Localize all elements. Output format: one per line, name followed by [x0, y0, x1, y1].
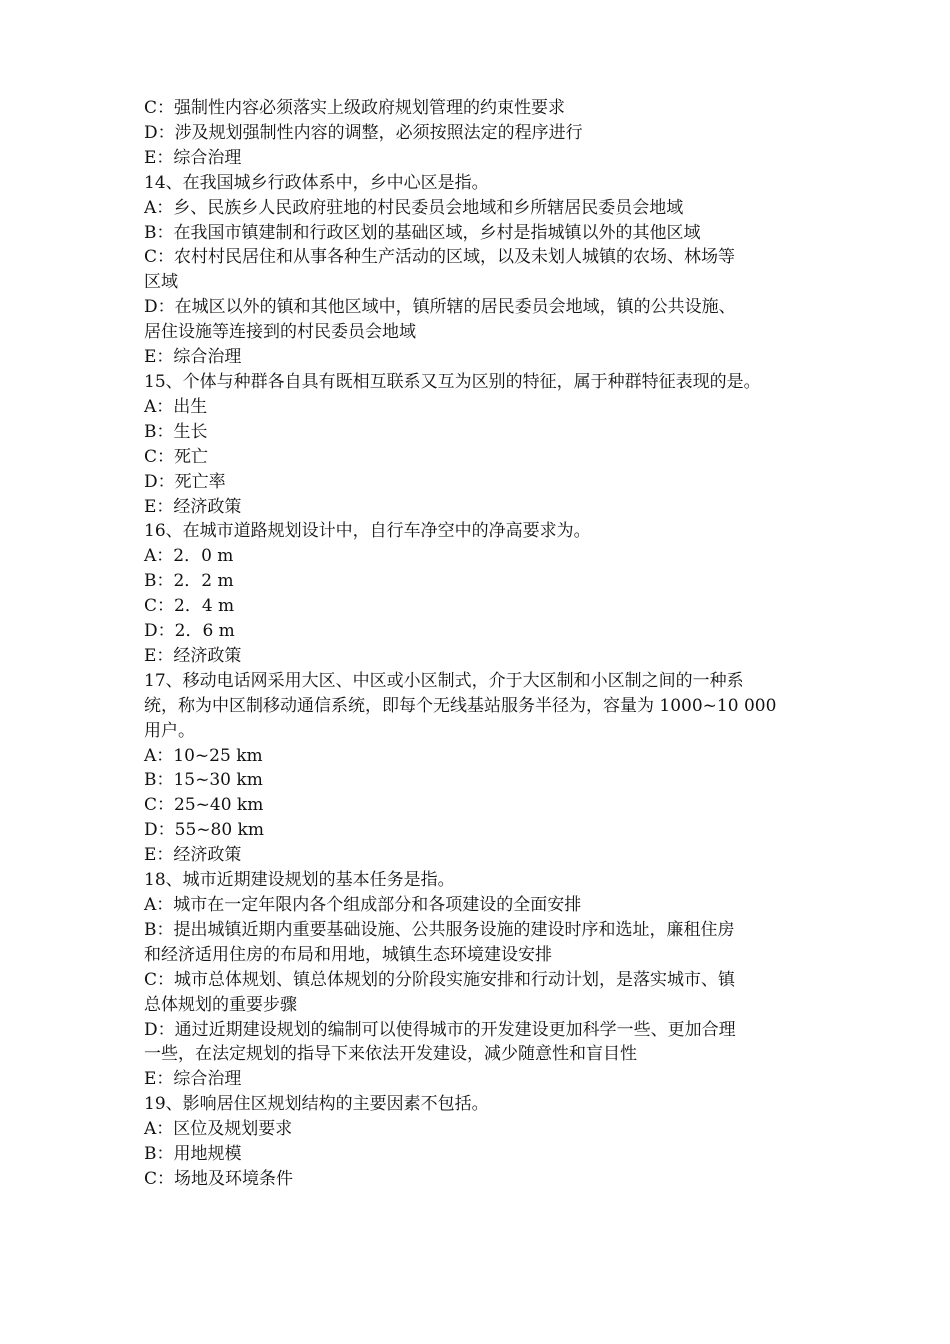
option-line: C：2．4 m: [144, 596, 235, 617]
option-line: B：2．2 m: [144, 571, 234, 592]
option-line: C：城市总体规划、镇总体规划的分阶段实施安排和行动计划，是落实城市、镇: [144, 969, 736, 990]
option-line: B：在我国市镇建制和行政区划的基础区域，乡村是指城镇以外的其他区域: [144, 222, 701, 243]
question-14: 14、在我国城乡行政体系中，乡中心区是指。: [144, 172, 489, 193]
option-line: B：15~30 km: [144, 770, 263, 791]
option-line: E：综合治理: [144, 1069, 242, 1090]
option-line: B：生长: [144, 421, 208, 442]
option-line: E：综合治理: [144, 347, 242, 368]
option-line: C：农村村民居住和从事各种生产活动的区域，以及未划人城镇的农场、林场等: [144, 247, 736, 268]
option-line: D：55~80 km: [144, 820, 264, 841]
option-line-continued: 居住设施等连接到的村民委员会地域: [144, 322, 416, 343]
option-line-continued: 和经济适用住房的布局和用地，城镇生态环境建设安排: [144, 944, 552, 965]
option-line: D：在城区以外的镇和其他区域中，镇所辖的居民委员会地域，镇的公共设施、: [144, 297, 736, 318]
question-15: 15、个体与种群各自具有既相互联系又互为区别的特征，属于种群特征表现的是。: [144, 371, 761, 392]
option-line: A：2．0 m: [144, 546, 234, 567]
question-19: 19、影响居住区规划结构的主要因素不包括。: [144, 1094, 489, 1115]
option-line: A：出生: [144, 396, 208, 417]
option-line: B：用地规模: [144, 1144, 242, 1165]
option-line: E：综合治理: [144, 147, 242, 168]
option-line: D：2．6 m: [144, 621, 235, 642]
option-line: A：10~25 km: [144, 745, 263, 766]
option-line: E：经济政策: [144, 845, 242, 866]
question-18: 18、城市近期建设规划的基本任务是指。: [144, 870, 455, 891]
option-line: E：经济政策: [144, 645, 242, 666]
question-17: 17、移动电话网采用大区、中区或小区制式，介于大区制和小区制之间的一种系: [144, 670, 744, 691]
option-line: D：通过近期建设规划的编制可以使得城市的开发建设更加科学一些、更加合理: [144, 1019, 736, 1040]
option-line: C：强制性内容必须落实上级政府规划管理的约束性要求: [144, 98, 566, 118]
option-line: C：25~40 km: [144, 795, 264, 816]
option-line: C：死亡: [144, 446, 209, 467]
question-16: 16、在城市道路规划设计中，自行车净空中的净高要求为。: [144, 521, 591, 542]
option-line: A：区位及规划要求: [144, 1119, 293, 1140]
option-line: A：城市在一定年限内各个组成部分和各项建设的全面安排: [144, 895, 582, 915]
option-line-continued: 区域: [144, 272, 178, 293]
option-line-continued: 一些，在法定规划的指导下来依法开发建设，减少随意性和盲目性: [144, 1044, 637, 1065]
option-line: A：乡、民族乡人民政府驻地的村民委员会地域和乡所辖居民委员会地域: [144, 197, 684, 218]
option-line: D：死亡率: [144, 471, 226, 492]
question-17-continued: 用户。: [144, 720, 195, 741]
option-line: C：场地及环境条件: [144, 1168, 294, 1189]
option-line: D：涉及规划强制性内容的调整，必须按照法定的程序进行: [144, 122, 583, 143]
option-line-continued: 总体规划的重要步骤: [144, 994, 297, 1015]
question-17-continued: 统，称为中区制移动通信系统，即每个无线基站服务半径为，容量为 1000~10 000: [144, 695, 777, 716]
option-line: B：提出城镇近期内重要基础设施、公共服务设施的建设时序和选址，廉租住房: [144, 919, 735, 940]
option-line: E：经济政策: [144, 496, 242, 517]
document-body: [144, 96, 816, 1192]
